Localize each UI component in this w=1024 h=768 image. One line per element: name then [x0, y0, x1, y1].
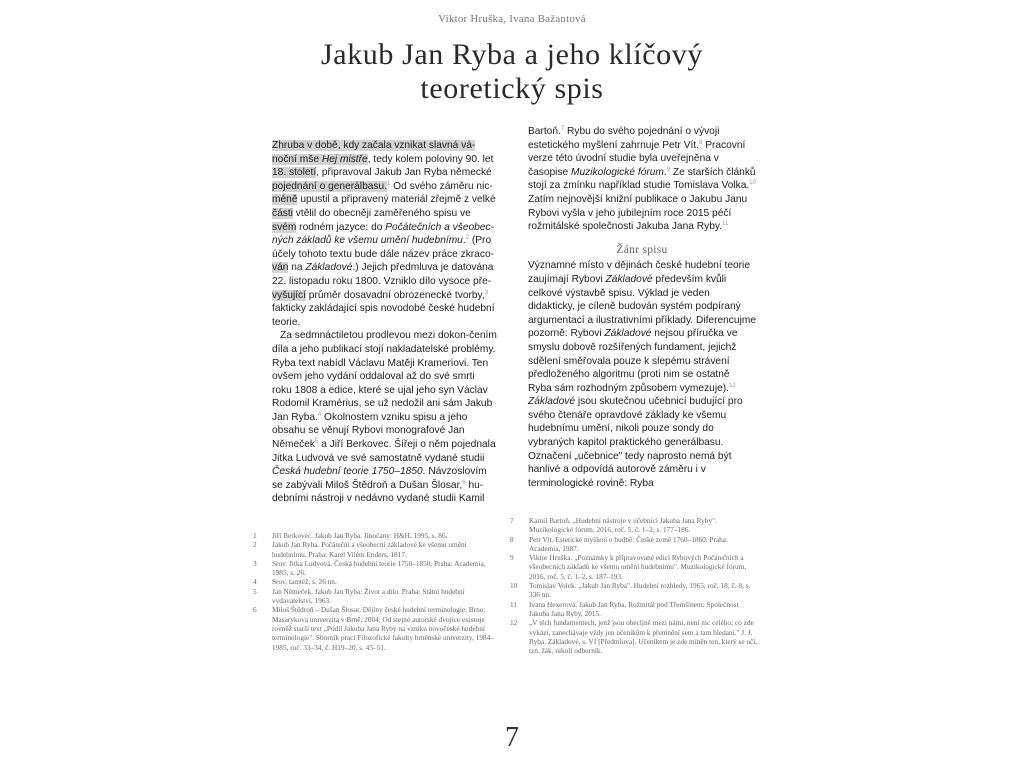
- page-number: 7: [505, 722, 519, 753]
- text-run: Zhruba v době, kdy začala vznikat slavná vá-: [272, 140, 476, 151]
- text-run: ván: [272, 262, 289, 274]
- footnote-ref: 10: [749, 180, 756, 187]
- footnote-text: Srov. Jitka Ludvová. Česká hudební teorie 1750–1850. Praha: Academia, 1985, s. 26.: [272, 558, 486, 578]
- footnote-number: 5: [253, 586, 257, 596]
- text-run: pojednání o generálbasu.: [272, 180, 387, 192]
- text-run: Ze starších článků stojí za zmínku například studie Tomislava Volka.: [528, 166, 756, 192]
- footnote: [253, 587, 498, 606]
- italic-text: Základové: [604, 328, 652, 340]
- left-paragraph-1: [272, 139, 497, 329]
- footnote-ref: 1: [387, 180, 391, 187]
- text-run: upustil a připravený materiál zřejmě z velké: [297, 194, 496, 206]
- italic-text: Muzikologické fórum: [571, 166, 664, 178]
- footnote-ref: 3: [484, 289, 489, 296]
- footnote-number: 8: [510, 534, 514, 544]
- footnote-number: 12: [510, 618, 518, 628]
- text-run: hu-debními nástroji v nedávno vydané studii Kamil: [272, 479, 485, 505]
- text-run: rodném jazyce: do: [296, 221, 386, 233]
- footnote: [510, 553, 760, 581]
- footnote-number: 6: [253, 605, 257, 615]
- text-run: , tedy kolem poloviny 90. let: [367, 153, 494, 165]
- footnote-ref: 5: [315, 439, 319, 446]
- text-run: .: [663, 166, 667, 178]
- footnote-number: 3: [253, 558, 257, 568]
- right-column: [528, 125, 756, 490]
- text-run: 18. století: [272, 167, 317, 179]
- text-run: části: [272, 207, 293, 219]
- italic-text: Základové: [605, 273, 653, 285]
- article-title: [180, 38, 844, 106]
- text-run: méně: [272, 194, 298, 206]
- footnote-text: Petr Vít. Estetické myšlení o hudbě: České země 1760–1860. Praha: Academia, 1987.: [529, 534, 729, 553]
- right-paragraph-1: [528, 125, 756, 234]
- text-run: , připravoval Jakub Jan Ryba německé: [316, 167, 492, 179]
- footnotes-left: [253, 531, 498, 652]
- footnote-text: Jakub Jan Ryba. Počáteční a všeobecní základové ke všemu umění hudebnímu. Praha: Karel Vilém Enders, 1817.: [272, 540, 467, 559]
- footnote-number: 4: [253, 577, 257, 587]
- footnote-text: „V těch fundamentech, jenž jsou obecljně mezi námi, není nic celého; co zde vykází, zanechávaje vždy jen učeníkům k přemnění sem a tam hledaní." J. J. Ryba. Základové, s. VI [Předmluva]. Učeníkem je zde míněn ten, který se učí, tzn. žák, nikoli odborník.: [529, 618, 758, 656]
- text-run: jsou skutečnou učebnicí budující pro svého čtenáře opravdové základy ke všemu hudebnímu umění, nikoli pouze sondy do vybraných kapitol praktického generálbasu. Označení „učebnice" tedy naprosto nemá být hanlivé a odpovídá autorově záměru i v terminologické rovině: Ryba: [528, 396, 743, 489]
- right-paragraph-2: [528, 259, 756, 490]
- footnote-text: Kamil Bartoň. „Hudební nástroje v učebnici Jakuba Jana Ryby". Muzikologické fórum, 2016, roč. 5, č. 1–2, s. 177–186.: [529, 516, 717, 535]
- text-run: Pracovní verze této úvodní studie byla uveřejněna v časopise: [528, 139, 746, 178]
- text-run: (Pro účely tohoto textu bude dále název práce zkraco-: [272, 235, 494, 260]
- text-run: svém: [272, 221, 297, 233]
- footnotes-right: [510, 516, 760, 655]
- footnote: [510, 535, 760, 554]
- footnote: [253, 559, 498, 578]
- footnote-text: Tomislav Volek. „Jakub Jan Ryba". Hudební rozhledy, 1965, roč. 18, č. 8, s. 336 nn.: [529, 581, 751, 600]
- footnote: [253, 605, 498, 651]
- text-run: Od svého záměru nic-: [390, 180, 493, 192]
- footnote: [253, 577, 498, 586]
- text-run: Významné místo v dějinách české hudební teorie zaujímají Rybovi: [528, 260, 750, 285]
- footnote-ref: 12: [729, 382, 736, 389]
- footnote-number: 9: [510, 553, 514, 563]
- text-run: především kvůli celkové výstavbě spisu. Výklad je veden didakticky, je cíleně budován systém podpíraný argumentací a ilustrativními příklady. Diferencujme pozorně: Rybovi: [528, 273, 756, 340]
- text-run: a Jiří Berkovec. Šířeji o něm pojednala Jitka Ludvová ve své samostatně vydané studii: [272, 439, 496, 464]
- footnote: [253, 531, 498, 540]
- footnote-number: 7: [510, 516, 514, 525]
- footnote-number: 1: [253, 531, 257, 540]
- text-run: Bartoň.: [528, 126, 561, 137]
- italic-text: Základové: [305, 262, 353, 274]
- footnote-text: Viktor Hruška. „Poznámky k připravované edici Rybových Počátečních a všeobecních základů ke všemu umění hudebnímu". Muzikologické fórum, 2016, roč. 5, č. 1–2, s. 187–193.: [529, 553, 747, 581]
- footnote-ref: 4: [317, 411, 322, 418]
- footnote-ref: 2: [465, 235, 470, 242]
- title-line-1: Jakub Jan Ryba a jeho klíčový: [321, 38, 703, 71]
- text-run: vtělil do obecněji zaměřeného spisu ve: [292, 207, 471, 219]
- footnote-text: Miloš Štědroň – Dušan Šlosar. Dějiny české hudební terminologie. Brno: Masarykova univerzita v Brně, 2004. Od stejné autorské dvojice existuje rovněž starší text „Podíl Jakuba Jana Ryby na vzniku novočeské hudební terminologie". Sborník prací Filozofické fakulty brněnské univerzity, 1984–1985, roč. 33–34, č. H19–20, s. 45–51.: [272, 605, 494, 652]
- footnote-ref: 6: [462, 479, 466, 486]
- footnote: [510, 618, 760, 655]
- text-run: fakticky zakládající spis novodobé české hudební teorie.: [272, 303, 495, 328]
- italic-text: Základové: [528, 396, 576, 408]
- title-line-2: teoretický spis: [420, 72, 604, 105]
- footnote: [510, 516, 760, 535]
- italic-text: Česká hudební teorie 1750–1850: [272, 466, 423, 478]
- text-run: Rybu do svého pojednání o vývoji estetického myšlení zahrnuje Petr Vít.: [528, 126, 720, 151]
- author-names: Viktor Hruška, Ivana Bažantová: [438, 13, 586, 25]
- footnote-text: Srov. tamtéž, s. 26 nn.: [272, 577, 337, 587]
- footnote-number: 10: [510, 581, 518, 591]
- footnote-ref: 9: [666, 166, 671, 173]
- text-run: noční mše: [272, 153, 322, 165]
- footnote-text: Jan Němeček. Jakub Jan Ryba: Život a dílo. Praha: Státní hudební vydavatelství, 1963.: [272, 586, 465, 606]
- footnote-ref: 8: [699, 139, 703, 146]
- text-run: vyšující: [272, 289, 306, 301]
- section-heading: Žánr spisu: [616, 243, 668, 256]
- footnote-ref: 11: [722, 221, 729, 228]
- footnote-text: Ivana Hexerová. Jakub Jan Ryba. Rožmitál pod Třemšínem: Společnost Jakuba Jana Ryby, 2015.: [529, 599, 739, 618]
- left-column: [272, 139, 497, 506]
- footnote-number: 11: [510, 599, 518, 609]
- text-run: .: [462, 235, 466, 247]
- footnote-text: Jiří Berkovec. Jakub Jan Ryba. Jinočany: H&H, 1995, s. 86.: [272, 531, 448, 540]
- left-paragraph-2: [272, 329, 497, 506]
- text-run: na: [288, 262, 306, 274]
- text-run: .) Jejich předmluva je datována 22. listopadu roku 1800. Vzniklo dílo vysoce pře-: [272, 262, 494, 287]
- text-run: průměr dosavadní obrozenecké tvorby,: [305, 289, 485, 301]
- footnote: [510, 600, 760, 619]
- italic-text: Počátečních a všeobec-ných základů ke všemu umění hudebnímu: [272, 221, 494, 247]
- text-run: Okolnostem vzniku spisu a jeho obsahu se věnují Rybovi monografové Jan Němeček: [272, 411, 468, 451]
- footnote: [510, 581, 760, 600]
- footnote: [253, 540, 498, 559]
- text-run: . Návzoslovím se zabývali Miloš Štědroň a Dušan Šlosar,: [272, 466, 487, 491]
- italic-text: Hej mistře: [321, 153, 368, 165]
- text-run: nejsou příručka ve smyslu dobově rozšířených fundament, jejichž sdělení směřovala pouze k slepému strávení předloženého algoritmu (proti nim se ostatně Ryba sám rozhodným způsobem vymezuje).: [528, 328, 738, 394]
- text-run: Zatím nejnovější knižní publikace o Jakubu Janu Rybovi vyšla v jeho jubilejním roce 2015 péčí rožmitálské společnosti Jakuba Jana Ryby.: [528, 193, 748, 233]
- text-run: Za sedmnáctiletou prodlevou mezi dokon-čením díla a jeho publikací stojí nakladatelské problémy. Ryba text nabídl Václavu Matěji Krameriovi. Ten ovšem jeho vydání oddaloval až do své smrti roku 1808 a edice, které se ujal jeho syn Václav Rodomil Kramérius, se už nedožil ani sám Jakub Jan Ryba.: [272, 330, 497, 423]
- footnote-number: 2: [253, 540, 257, 550]
- footnote-ref: 7: [560, 126, 565, 132]
